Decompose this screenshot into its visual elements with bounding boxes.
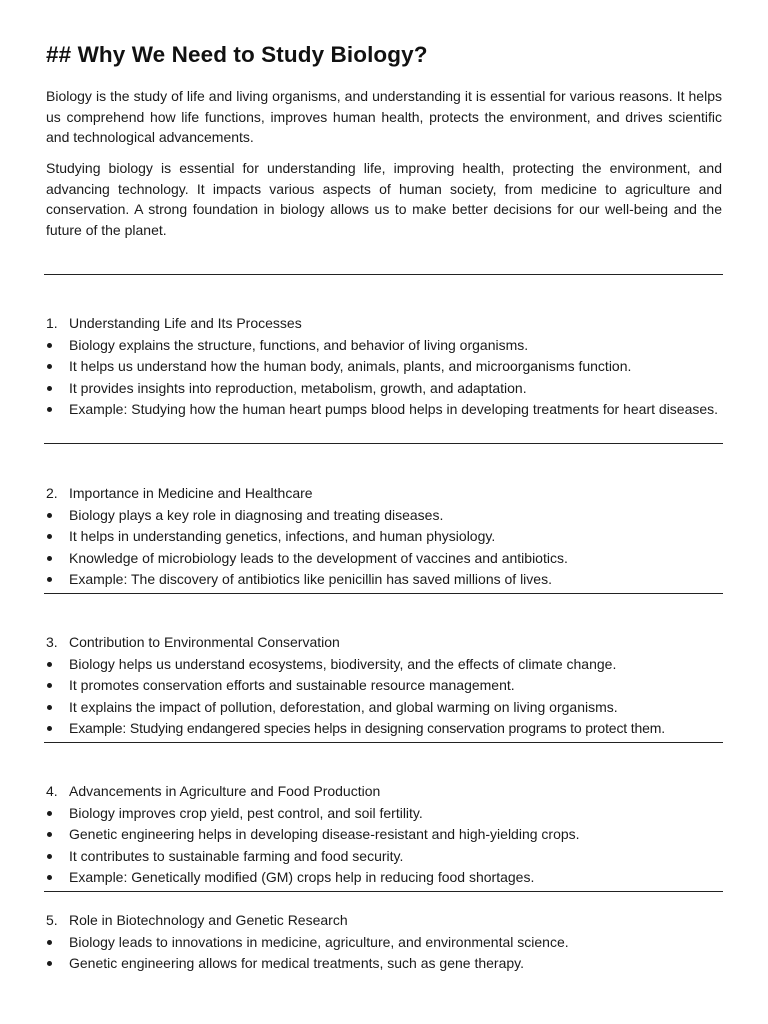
list-item <box>46 356 722 378</box>
list-item <box>46 654 722 676</box>
list-item-text: Knowledge of microbiology leads to the development of vaccines and antibiotics. <box>69 549 568 566</box>
bullet-icon <box>47 343 52 348</box>
divider <box>44 443 723 444</box>
bullet-icon <box>47 556 52 561</box>
section-4 <box>46 781 722 889</box>
list-item <box>46 335 722 357</box>
section-5 <box>46 910 722 975</box>
section-heading <box>46 483 722 505</box>
list-item <box>46 399 722 421</box>
list-item-text: Biology plays a key role in diagnosing and treating diseases. <box>69 506 444 523</box>
list-item <box>46 526 722 548</box>
bullet-icon <box>47 875 52 880</box>
bullet-icon <box>47 386 52 391</box>
list-item <box>46 932 722 954</box>
list-item <box>46 505 722 527</box>
section-heading-text: Understanding Life and Its Processes <box>69 315 302 331</box>
bullet-icon <box>47 726 52 731</box>
list-item-text: Example: Studying how the human heart pumps blood helps in developing treatments for heart diseases. <box>69 401 719 417</box>
bullet-icon <box>47 534 52 539</box>
bullet-icon <box>47 940 52 945</box>
bullet-icon <box>47 705 52 710</box>
list-item-text: Example: Genetically modified (GM) crops help in reducing food shortages. <box>69 869 535 885</box>
section-heading <box>46 313 722 335</box>
list-item-text: Example: The discovery of antibiotics like penicillin has saved millions of lives. <box>69 571 552 587</box>
bullet-icon <box>47 407 52 412</box>
section-heading <box>46 910 722 932</box>
section-heading <box>46 632 722 654</box>
list-item <box>46 378 722 400</box>
list-item <box>46 548 722 570</box>
section-heading-text: Contribution to Environmental Conservation <box>69 634 340 650</box>
list-item-text: Biology improves crop yield, pest control, and soil fertility. <box>69 804 423 821</box>
list-item-text: Genetic engineering helps in developing disease-resistant and high-yielding crops. <box>69 826 580 842</box>
list-item <box>46 718 722 740</box>
section-heading <box>46 781 722 803</box>
list-item <box>46 824 722 846</box>
section-number: 4. <box>46 783 58 799</box>
list-item-text: Genetic engineering allows for medical treatments, such as gene therapy. <box>69 955 524 971</box>
section-1 <box>46 313 722 421</box>
section-heading-text: Importance in Medicine and Healthcare <box>69 485 313 501</box>
divider <box>44 593 723 594</box>
list-item-text: It helps in understanding genetics, infections, and human physiology. <box>69 528 496 544</box>
divider <box>44 274 723 275</box>
list-item <box>46 675 722 697</box>
list-item <box>46 867 722 889</box>
list-item-text: Biology explains the structure, functions, and behavior of living organisms. <box>69 336 529 353</box>
section-heading-text: Role in Biotechnology and Genetic Research <box>69 912 348 928</box>
bullet-icon <box>47 832 52 837</box>
section-3 <box>46 632 722 740</box>
bullet-icon <box>47 811 52 816</box>
divider <box>44 891 723 892</box>
list-item-text: Biology leads to innovations in medicine, agriculture, and environmental science. <box>69 933 569 950</box>
page-title: ## Why We Need to Study Biology? <box>46 42 428 67</box>
list-item-text: Biology helps us understand ecosystems, biodiversity, and the effects of climate change. <box>69 655 617 672</box>
bullet-icon <box>47 364 52 369</box>
section-number: 5. <box>46 912 58 928</box>
bullet-icon <box>47 961 52 966</box>
list-item-text: Example: Studying endangered species helps in designing conservation programs to protect them. <box>69 720 666 736</box>
list-item-text: It helps us understand how the human body, animals, plants, and microorganisms function. <box>69 358 632 374</box>
bullet-icon <box>47 662 52 667</box>
bullet-icon <box>47 683 52 688</box>
intro-paragraph-1: Biology is the study of life and living organisms, and understanding it is essential for various reasons. It helps us comprehend how life functions, improves human health, protects the environment, and drives scientific and technological advancements. <box>46 88 722 146</box>
list-item <box>46 697 722 719</box>
bullet-icon <box>47 854 52 859</box>
section-heading-text: Advancements in Agriculture and Food Production <box>69 783 381 799</box>
list-item <box>46 569 722 591</box>
list-item <box>46 846 722 868</box>
section-number: 2. <box>46 485 58 501</box>
list-item-text: It promotes conservation efforts and sustainable resource management. <box>69 677 515 693</box>
divider <box>44 742 723 743</box>
list-item <box>46 953 722 975</box>
section-number: 1. <box>46 315 58 331</box>
intro-paragraph-2: Studying biology is essential for understanding life, improving health, protecting the environment, and advancing technology. It impacts various aspects of human society, from medicine to agriculture and conservation. A strong foundation in biology allows us to make better decisions for our well-being and the future of the planet. <box>46 160 722 238</box>
list-item-text: It explains the impact of pollution, deforestation, and global warming on living organisms. <box>69 698 618 715</box>
list-item-text: It provides insights into reproduction, metabolism, growth, and adaptation. <box>69 379 527 396</box>
list-item-text: It contributes to sustainable farming and food security. <box>69 847 404 864</box>
bullet-icon <box>47 577 52 582</box>
list-item <box>46 803 722 825</box>
section-2 <box>46 483 722 591</box>
section-number: 3. <box>46 634 58 650</box>
bullet-icon <box>47 513 52 518</box>
